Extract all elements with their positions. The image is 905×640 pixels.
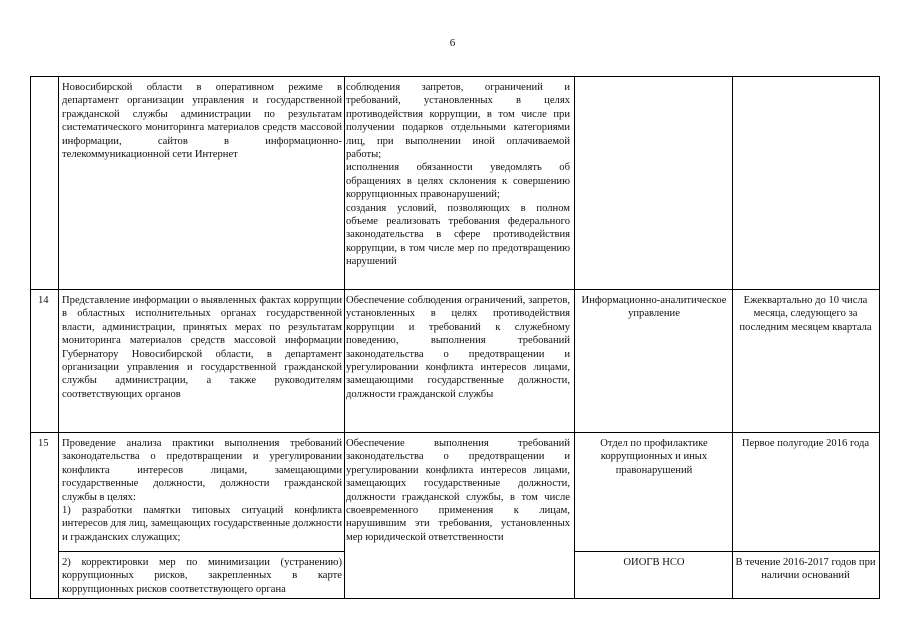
event-text: 2) корректировки мер по минимизации (устранению) коррупционных рисков, закрепленных в карте коррупционных рисков соответствующего органа bbox=[62, 557, 342, 595]
event-text: Новосибирской области в оперативном режиме в департамент организации управления и государственной гражданской службы администрации по результатам систематического мониторинга материалов средств массовой информации, сайтов в информационно-телекоммуникационной сети Интернет bbox=[62, 82, 342, 161]
table-row bbox=[62, 81, 342, 161]
page-number: 6 bbox=[449, 37, 456, 49]
goal-text: Обеспечение выполнения требований законодательства о предотвращении и урегулировании конфликта интересов лицами, замещающих государственные должности, должности гражданской службы, в том числе своевременного применения к лицам, нарушившим эти требования, установленных мер юридической ответственности bbox=[346, 438, 570, 543]
deadline-cell: Первое полугодие 2016 года bbox=[741, 438, 870, 449]
column-divider bbox=[732, 76, 733, 599]
goal-text: Обеспечение соблюдения ограничений, запретов, установленных в целях противодействия коррупции и требований к служебному поведению, выполнения требований законодательства о предотвращении и урегулировании конфликта интересов лицами, замещающими государственные должности, должности гражданской службы bbox=[346, 295, 570, 400]
row-number: 14 bbox=[38, 295, 49, 306]
deadline-cell: В течение 2016-2017 годов при наличии оснований bbox=[735, 557, 876, 582]
goal-text: исполнения обязанности уведомлять об обращениях в целях склонения к совершению коррупционных правонарушений; bbox=[346, 162, 570, 201]
column-divider bbox=[574, 76, 575, 599]
column-divider bbox=[58, 76, 59, 599]
row-number: 15 bbox=[38, 438, 49, 449]
table-row bbox=[62, 437, 342, 544]
subrow-divider bbox=[58, 551, 344, 552]
table-border-right bbox=[879, 76, 880, 599]
table-row bbox=[62, 556, 342, 596]
table-border-top bbox=[30, 76, 879, 77]
event-text: Представление информации о выявленных фактах коррупции в областных исполнительных органах государственной власти, администрации, принятых мерах по результатам мониторинга материалов средств массовой информации Губернатору Новосибирской области, в департамент организации управления и государственной гражданской службы администрации, а также руководителям соответствующих органов bbox=[62, 295, 342, 400]
goal-cell bbox=[346, 437, 570, 544]
responsible-cell: ОИОГВ НСО bbox=[623, 557, 685, 568]
event-text: 1) разработки памятки типовых ситуаций конфликта интересов для лиц, замещающих государственные должности и гражданских служащих; bbox=[62, 505, 342, 543]
event-text: Проведение анализа практики выполнения требований законодательства о предотвращении и урегулировании конфликта интересов лицами, замещающими государственные должности, должности гражданской службы в целях: bbox=[62, 438, 342, 503]
goal-text: соблюдения запретов, ограничений и требований, установленных в целях противодействия коррупции, в том числе при получении подарков отдельными категориями лиц, при выполнении иной оплачиваемой работы; bbox=[346, 82, 570, 161]
subrow-divider bbox=[574, 551, 879, 552]
goal-cell bbox=[346, 81, 570, 269]
row-divider bbox=[30, 289, 879, 290]
deadline-cell: Ежеквартально до 10 числа месяца, следующего за последним месяцем квартала bbox=[739, 295, 872, 333]
table-border-left bbox=[30, 76, 31, 599]
column-divider bbox=[344, 76, 345, 599]
goal-cell bbox=[346, 294, 570, 401]
responsible-cell: Информационно-аналитическое управление bbox=[581, 295, 727, 320]
responsible-cell: Отдел по профилактике коррупционных и иных правонарушений bbox=[600, 438, 708, 476]
row-divider bbox=[30, 432, 879, 433]
goal-text: создания условий, позволяющих в полном объеме реализовать требования федерального законодательства в сфере противодействия коррупции, в том числе мер по предотвращению нарушений bbox=[346, 202, 570, 268]
table-border-bottom bbox=[30, 598, 879, 599]
table-row bbox=[62, 294, 342, 401]
